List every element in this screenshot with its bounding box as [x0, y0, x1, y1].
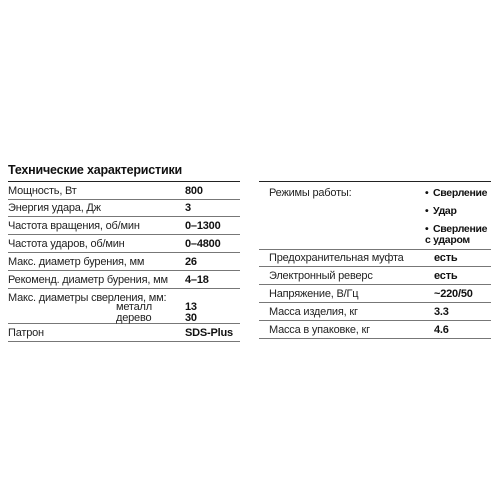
mode-item: • Сверление — [425, 187, 488, 199]
right-spec-table — [259, 181, 491, 366]
mode-label: Удар — [433, 205, 457, 217]
spec-value: есть — [434, 252, 458, 264]
mode-label: Сверление — [433, 187, 488, 199]
spec-label: Частота ударов, об/мин — [8, 238, 125, 250]
spec-value: 4–18 — [185, 274, 209, 286]
left-spec-table — [8, 181, 240, 341]
spec-value: 3.3 — [434, 306, 449, 318]
spec-label: Макс. диаметры сверления, мм: — [8, 292, 167, 304]
spec-label: Частота вращения, об/мин — [8, 220, 140, 232]
spec-value: ~220/50 — [434, 288, 473, 300]
spec-row-max-drill-diameter — [8, 253, 240, 271]
spec-value: 0–4800 — [185, 238, 221, 250]
spec-value: 3 — [185, 202, 191, 214]
mode-label: Сверление с ударом — [425, 223, 488, 246]
spec-row-recommended-diameter — [8, 271, 240, 289]
spec-label: Масса в упаковке, кг — [269, 324, 370, 336]
spec-value: 4.6 — [434, 324, 449, 336]
spec-row-safety-clutch — [259, 249, 491, 267]
spec-value: 0–1300 — [185, 220, 221, 232]
spec-row-max-bore-diameters — [8, 289, 240, 324]
spec-row-rotation-speed — [8, 217, 240, 235]
spec-label: Рекоменд. диаметр бурения, мм — [8, 274, 168, 286]
spec-row-voltage — [259, 285, 491, 303]
spec-label: Масса изделия, кг — [269, 306, 358, 318]
spec-row-electronic-reverse — [259, 267, 491, 285]
spec-row-chuck — [8, 324, 240, 342]
spec-row-impact-rate — [8, 235, 240, 253]
spec-value: 800 — [185, 185, 203, 197]
spec-row-power — [8, 181, 240, 200]
spec-value: SDS-Plus — [185, 327, 233, 339]
spec-row-package-weight — [259, 321, 491, 339]
spec-value: 26 — [185, 256, 197, 268]
spec-label: Мощность, Вт — [8, 185, 77, 197]
spec-label: Предохранительная муфта — [269, 252, 404, 264]
spec-label: Макс. диаметр бурения, мм — [8, 256, 145, 268]
mode-item: • Удар — [425, 205, 457, 217]
spec-row-weight — [259, 303, 491, 321]
spec-value-wood: 30 — [185, 312, 197, 324]
spec-row-modes — [259, 181, 491, 250]
spec-label: Патрон — [8, 327, 44, 339]
spec-value-metal: 13 — [185, 301, 197, 313]
spec-sublabel-wood: дерево — [116, 312, 152, 324]
spec-row-impact-energy — [8, 199, 240, 217]
specs-title: Технические характеристики — [8, 163, 182, 177]
mode-item: • Сверление с ударом — [425, 223, 488, 246]
spec-label: Напряжение, В/Гц — [269, 288, 359, 300]
spec-value: есть — [434, 270, 458, 282]
spec-label: Электронный реверс — [269, 270, 373, 282]
spec-sublabel-metal: металл — [116, 301, 152, 313]
spec-label: Режимы работы: — [269, 187, 352, 199]
spec-label: Энергия удара, Дж — [8, 202, 101, 214]
